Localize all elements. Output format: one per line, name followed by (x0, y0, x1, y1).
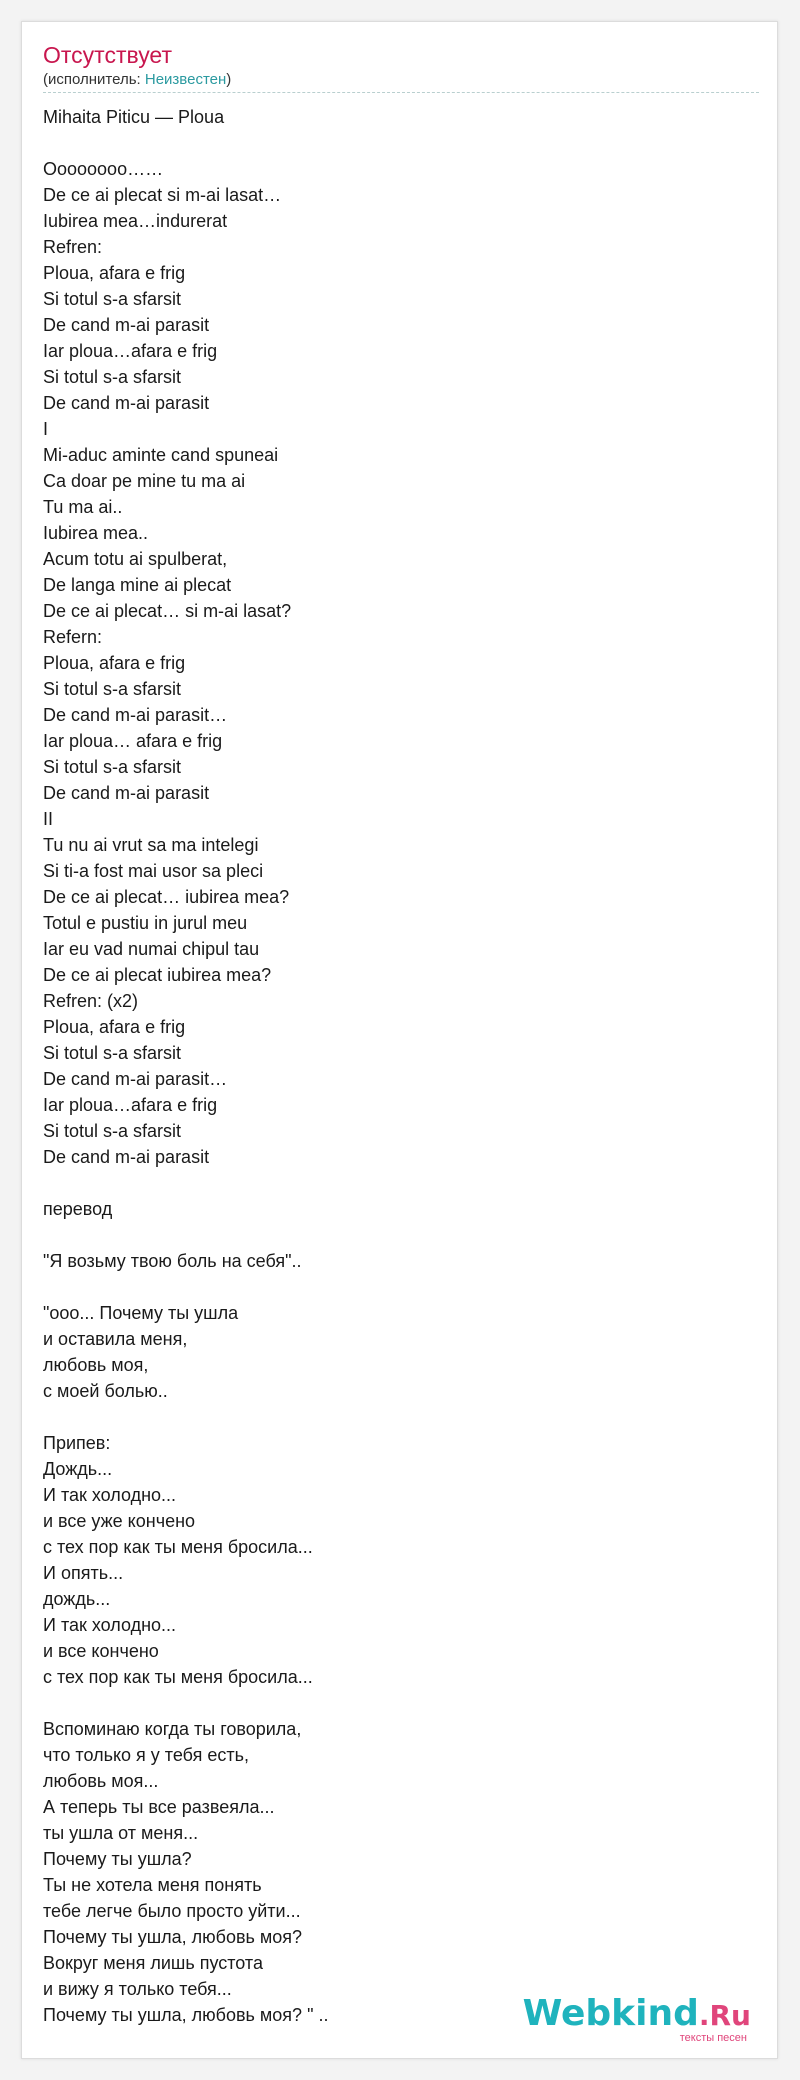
lyric-line: И так холодно... (43, 1485, 177, 1505)
logo-tagline: тексты песен (679, 2032, 747, 2044)
lyric-line: тебе легче было просто уйти... (43, 1901, 301, 1921)
lyric-line (43, 1222, 759, 1248)
lyric-line: Iubirea mea.. (43, 523, 149, 543)
lyric-line: И так холодно... (43, 1615, 177, 1635)
lyric-line: Si totul s-a sfarsit (43, 1043, 182, 1063)
lyric-line: De cand m-ai parasit… (43, 705, 228, 725)
lyric-line: Почему ты ушла? (43, 1849, 192, 1869)
lyric-line: De cand m-ai parasit (43, 783, 210, 803)
lyric-line: любовь моя, (43, 1355, 149, 1375)
artist-link[interactable]: Неизвестен (144, 71, 227, 88)
lyric-line: Si ti-a fost mai usor sa pleci (43, 861, 264, 881)
lyric-line (43, 1690, 759, 1716)
lyric-line: "Я возьму твою боль на себя".. (43, 1251, 302, 1271)
logo-wordmark (523, 1994, 751, 2036)
lyric-line: Totul e pustiu in jurul meu (43, 913, 248, 933)
lyric-line: De ce ai plecat… iubirea mea? (43, 887, 290, 907)
lyric-line: с тех пор как ты меня бросила... (43, 1667, 313, 1687)
lyric-line: De ce ai plecat… si m-ai lasat? (43, 601, 292, 621)
lyric-line: Si totul s-a sfarsit (43, 679, 182, 699)
lyric-line: Tu nu ai vrut sa ma intelegi (43, 835, 259, 855)
artist-prefix: (исполнитель: (43, 71, 145, 88)
lyric-line: Ploua, afara e frig (43, 1017, 186, 1037)
lyric-line: De cand m-ai parasit… (43, 1069, 228, 1089)
lyric-line: Почему ты ушла, любовь моя? (43, 1927, 303, 1947)
lyric-line: Припев: (43, 1433, 111, 1453)
lyric-line (43, 1274, 759, 1300)
lyric-line: Refren: (43, 237, 103, 257)
lyric-line: Refern: (43, 627, 103, 647)
lyric-line: Si totul s-a sfarsit (43, 289, 182, 309)
lyric-line: Iar eu vad numai chipul tau (43, 939, 260, 959)
lyric-line: Iar ploua…afara e frig (43, 1095, 218, 1115)
lyric-line: перевод (43, 1199, 113, 1219)
logo-tld: .Ru (698, 1999, 751, 2032)
lyric-line: "ооо... Почему ты ушла (43, 1303, 239, 1323)
lyric-line: и вижу я только тебя... (43, 1979, 232, 1999)
content-card (21, 21, 778, 2059)
lyric-line: Si totul s-a sfarsit (43, 1121, 182, 1141)
song-header (43, 41, 759, 93)
lyric-line: с тех пор как ты меня бросила... (43, 1537, 313, 1557)
lyric-line: и оставила меня, (43, 1329, 188, 1349)
lyric-line: Si totul s-a sfarsit (43, 367, 182, 387)
lyric-line: ты ушла от меня... (43, 1823, 199, 1843)
lyric-line: II (43, 809, 54, 829)
artist-line (43, 71, 759, 89)
lyric-line: Почему ты ушла, любовь моя? " .. (43, 2005, 329, 2025)
lyric-line: Iar ploua…afara e frig (43, 341, 218, 361)
lyric-line: De langa mine ai plecat (43, 575, 232, 595)
lyric-line (43, 130, 759, 156)
lyric-line: и все кончено (43, 1641, 159, 1661)
lyric-line: и все уже кончено (43, 1511, 196, 1531)
lyric-line: De ce ai plecat si m-ai lasat… (43, 185, 282, 205)
lyric-line: Si totul s-a sfarsit (43, 757, 182, 777)
lyric-line: Дождь... (43, 1459, 113, 1479)
lyric-line: любовь моя... (43, 1771, 159, 1791)
lyric-line: Mihaita Piticu — Ploua (43, 107, 225, 127)
lyric-line: De cand m-ai parasit (43, 393, 210, 413)
lyric-line: Iubirea mea…indurerat (43, 211, 228, 231)
lyric-line: Oooooooo…… (43, 159, 164, 179)
lyric-line: De ce ai plecat iubirea mea? (43, 965, 272, 985)
lyric-line (43, 1404, 759, 1430)
lyric-line: что только я у тебя есть, (43, 1745, 249, 1765)
lyric-line: Ploua, afara e frig (43, 263, 186, 283)
lyric-line: Вокруг меня лишь пустота (43, 1953, 263, 1973)
artist-suffix: ) (226, 71, 232, 88)
song-title: Отсутствует (43, 42, 172, 68)
lyric-line: с моей болью.. (43, 1381, 168, 1401)
lyric-line: De cand m-ai parasit (43, 1147, 210, 1167)
lyric-line: De cand m-ai parasit (43, 315, 210, 335)
lyric-line: Refren: (x2) (43, 991, 139, 1011)
lyric-line: Tu ma ai.. (43, 497, 123, 517)
lyric-line: Вспоминаю когда ты говорила, (43, 1719, 302, 1739)
lyric-line: Acum totu ai spulberat, (43, 549, 228, 569)
lyric-line: Ты не хотела меня понять (43, 1875, 262, 1895)
header-divider (43, 92, 759, 93)
lyric-line: А теперь ты все развеяла... (43, 1797, 275, 1817)
lyric-line: Ca doar pe mine tu ma ai (43, 471, 246, 491)
lyric-line: дождь... (43, 1589, 111, 1609)
lyric-line: Ploua, afara e frig (43, 653, 186, 673)
lyrics-text (43, 104, 759, 2028)
lyric-line: И опять... (43, 1563, 124, 1583)
lyric-line: Iar ploua… afara e frig (43, 731, 223, 751)
site-logo[interactable] (522, 1993, 751, 2044)
lyric-line: Mi-aduc aminte cand spuneai (43, 445, 279, 465)
lyric-line (43, 1170, 759, 1196)
logo-name: Webkind (522, 1993, 699, 2034)
lyric-line: I (43, 419, 49, 439)
